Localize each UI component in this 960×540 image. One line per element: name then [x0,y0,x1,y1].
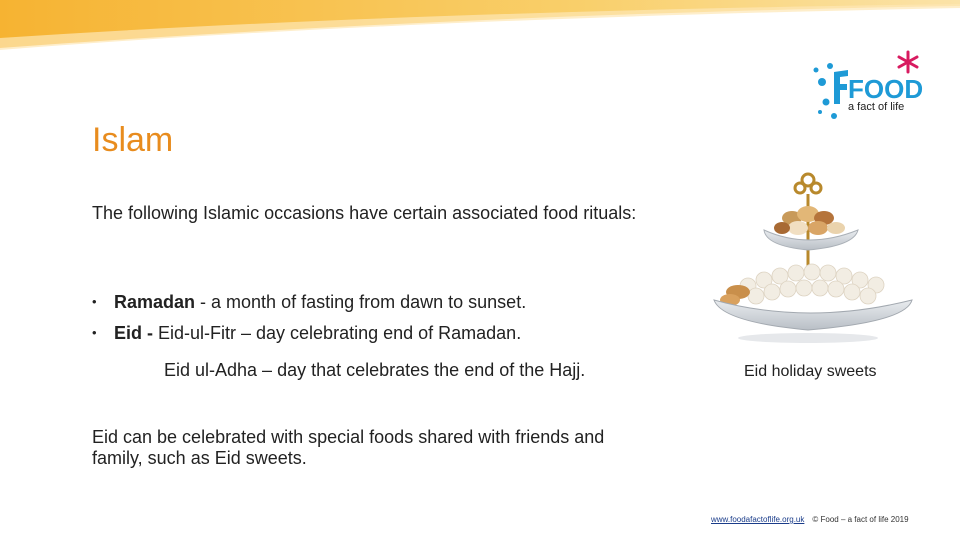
eid-ul-adha-line: Eid ul-Adha – day that celebrates the end of the Hajj. [164,360,586,380]
slide-title: Islam [92,121,174,159]
bullet-eid-text: Eid-ul-Fitr – day celebrating end of Ramadan. [158,323,522,343]
bullet-ramadan-term: Ramadan [114,292,196,312]
bullet-ramadan [92,292,526,313]
eid-sweets-photo [708,166,922,352]
footer-website-link[interactable]: www.foodafactoflife.org.uk [711,515,805,524]
bullet-eid [92,323,521,344]
intro-text: The following Islamic occasions have certain associated food rituals: [92,203,637,223]
food-a-fact-of-life-logo [812,48,924,126]
bullet-dot: • [92,294,97,309]
closing-text: Eid can be celebrated with special foods shared with friends and family, such as Eid sweets. [92,427,605,468]
asterisk-icon [899,52,917,72]
bullet-ramadan-text: - a month of fasting from dawn to sunset. [195,292,527,312]
bullet-dot: • [92,325,97,340]
footer [711,515,909,524]
image-caption: Eid holiday sweets [744,363,877,380]
logo-wordmark: FOOD [848,74,924,104]
footer-copyright: © Food – a fact of life 2019 [812,515,909,524]
logo-tagline: a fact of life [848,101,905,113]
bullet-eid-term: Eid - [114,323,158,343]
